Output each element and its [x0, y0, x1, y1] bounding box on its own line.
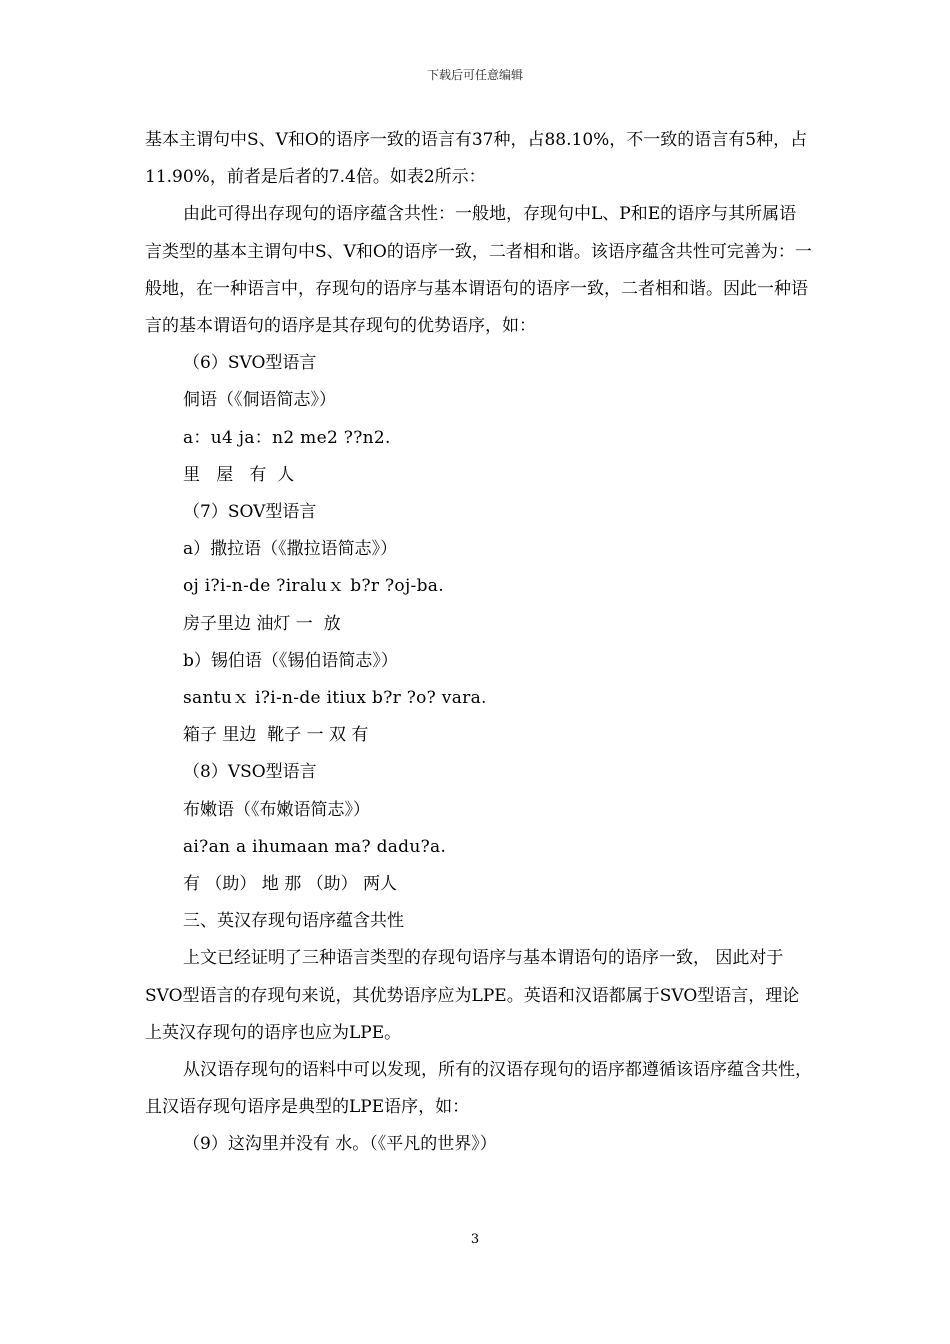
example-7b-gloss: 箱子 里边 靴子 一 双 有 — [183, 725, 369, 746]
example-8-gloss: 有 （助） 地 那 （助） 两人 — [183, 874, 398, 895]
example-7a-language: a）撒拉语（《撒拉语简志》） — [183, 539, 398, 560]
example-8-heading: （8）VSO型语言 — [183, 762, 317, 783]
example-7b-transcription: santuｘ i?i-n-de itiux b?r ?o? vara. — [183, 688, 487, 709]
example-8-transcription: ai?an a ihumaan ma? dadu?a. — [183, 836, 447, 857]
example-6-heading: （6）SVO型语言 — [183, 353, 317, 374]
paragraph-4: 从汉语存现句的语料中可以发现，所有的汉语存现句的语序都遵循该语序蕴含共性，且汉语存现句语序是典型的LPE语序，如： — [145, 1060, 812, 1118]
paragraph-1: 基本主谓句中S、V和O的语序一致的语言有37种，占88.10%，不一致的语言有5种，占11.90%，前者是后者的7.4倍。如表2所示： — [145, 130, 808, 188]
example-8-language: 布嫩语（《布嫩语简志》） — [183, 799, 370, 820]
section-heading-3: 三、英汉存现句语序蕴含共性 — [183, 911, 404, 932]
example-7b-language: b）锡伯语（《锡伯语简志》） — [183, 650, 398, 671]
example-7a-transcription: oj i?i-n-de ?iraluｘ b?r ?oj-ba. — [183, 576, 444, 597]
page-header: 下载后可任意编辑 — [426, 68, 523, 82]
example-7-heading: （7）SOV型语言 — [183, 502, 317, 523]
document-body — [145, 122, 813, 1164]
example-6-language: 侗语（《侗语简志》） — [183, 390, 336, 411]
example-6-transcription: a：u4 ja：n2 me2 ??n2. — [183, 427, 391, 448]
paragraph-2: 由此可得出存现句的语序蕴含共性：一般地，存现句中L、P和E的语序与其所属语言类型的基本主谓句中S、V和O的语序一致，二者相和谐。该语序蕴含共性可完善为：一般地，在一种语言中，存现句的语序与基本谓语句的语序一致，二者相和谐。因此一种语言的基本谓语句的语序是其存现句的优势语序，如： — [145, 204, 812, 337]
paragraph-3: 上文已经证明了三种语言类型的存现句语序与基本谓语句的语序一致， 因此对于SVO型语言的存现句来说，其优势语序应为LPE。英语和汉语都属于SVO型语言，理论上英汉存现句的语序也应为LPE。 — [145, 948, 800, 1043]
page-number: 3 — [470, 1232, 480, 1247]
example-6-gloss: 里 屋 有 人 — [183, 464, 295, 485]
example-9: （9）这沟里并没有 水。（《平凡的世界》） — [183, 1134, 497, 1155]
example-7a-gloss: 房子里边 油灯 一 放 — [183, 613, 341, 634]
